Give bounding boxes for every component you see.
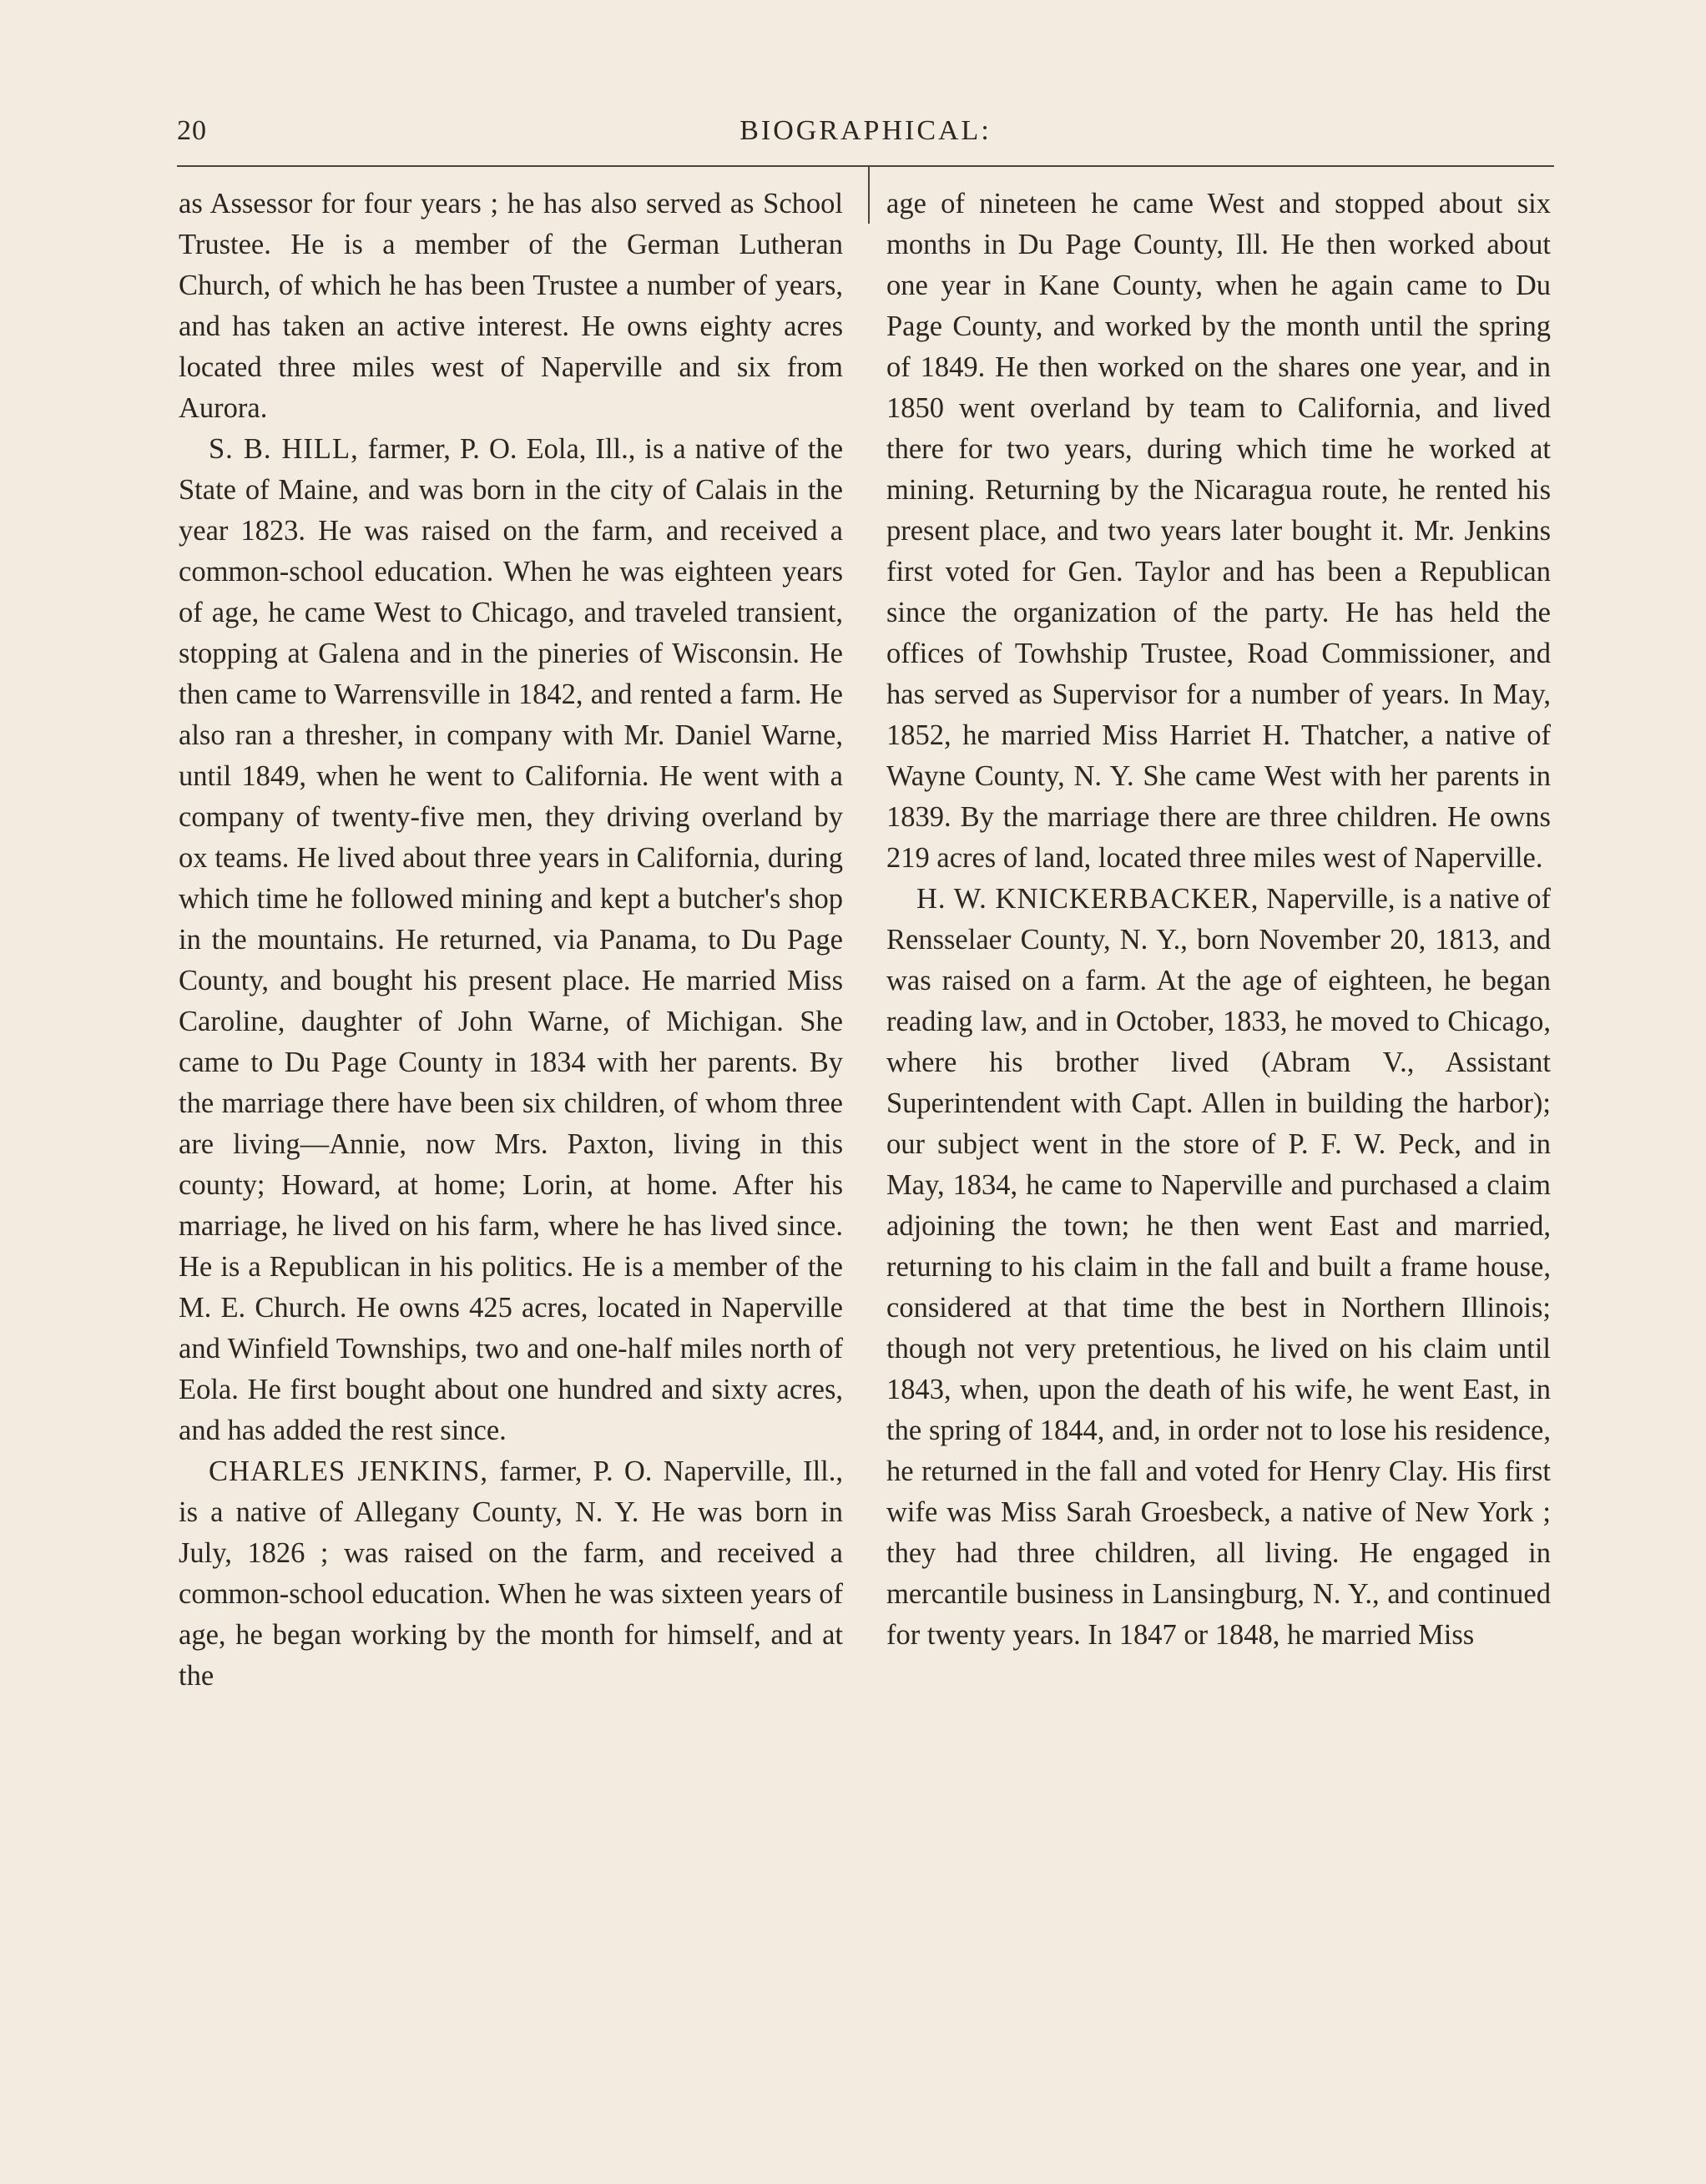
paragraph-text: as Assessor for four years ; he has also served as School Trustee. He is a member of the German Lutheran Church, of which he has been Trustee a number of years, and has taken an active interest. He owns eighty acres located three miles west of Naperville and six from Aurora. [179, 188, 843, 424]
entry-knickerbacker [886, 879, 1551, 1656]
paragraph-continuation [886, 184, 1551, 879]
column-divider [868, 165, 870, 224]
entry-jenkins [179, 1451, 843, 1697]
entry-text: farmer, P. O. Naperville, Ill., is a native of Allegany County, N. Y. He was born in July, 1826 ; was raised on the farm, and received a common-school education. When he was sixteen years of age, he began working by the month for himself, and at the [179, 1455, 843, 1692]
right-column [886, 184, 1551, 1656]
running-title: BIOGRAPHICAL: [739, 115, 992, 146]
entry-text: Naperville, is a native of Rensselaer County, N. Y., born November 20, 1813, and was raised on a farm. At the age of eighteen, he began reading law, and in October, 1833, he moved to Chicago, where his brother lived (Abram V., Assistant Superintendent with Capt. Allen in building the harbor); our subject went in the store of P. F. W. Peck, and in May, 1834, he came to Naperville and purchased a claim adjoining the town; he then went East and married, returning to his claim in the fall and built a frame house, considered at that time the best in Northern Illinois; though not very pretentious, he lived on his claim until 1843, when, upon the death of his wife, he went East, in the spring of 1844, and, in order not to lose his residence, he returned in the fall and voted for Henry Clay. His first wife was Miss Sarah Groesbeck, a native of New York ; they had three children, all living. He engaged in mercantile business in Lansingburg, N. Y., and continued for twenty years. In 1847 or 1848, he married Miss [886, 883, 1551, 1651]
left-column [179, 184, 843, 1697]
entry-name: H. W. KNICKERBACKER, [916, 883, 1259, 915]
header-rule [177, 165, 1554, 167]
entry-name: S. B. HILL, [209, 433, 359, 465]
paragraph-text: age of nineteen he came West and stopped about six months in Du Page County, Ill. He then worked about one year in Kane County, when he again came to Du Page County, and worked by the month until the spring of 1849. He then worked on the shares one year, and in 1850 went overland by team to California, and lived there for two years, during which time he worked at mining. Returning by the Nicaragua route, he rented his present place, and two years later bought it. Mr. Jenkins first voted for Gen. Taylor and has been a Republican since the organization of the party. He has held the offices of Towhship Trustee, Road Commissioner, and has served as Supervisor for a number of years. In May, 1852, he married Miss Harriet H. Thatcher, a native of Wayne County, N. Y. She came West with her parents in 1839. By the marriage there are three children. He owns 219 acres of land, located three miles west of Naperville. [886, 188, 1551, 874]
entry-text: farmer, P. O. Eola, Ill., is a native of the State of Maine, and was born in the city of Calais in the year 1823. He was raised on the farm, and received a common-school education. When he was eighteen years of age, he came West to Chicago, and traveled transient, stopping at Galena and in the pineries of Wisconsin. He then came to Warrensville in 1842, and rented a farm. He also ran a thresher, in company with Mr. Daniel Warne, until 1849, when he went to California. He went with a company of twenty-five men, they driving overland by ox teams. He lived about three years in California, during which time he followed mining and kept a butcher's shop in the mountains. He returned, via Panama, to Du Page County, and bought his present place. He married Miss Caroline, daughter of John Warne, of Michigan. She came to Du Page County in 1834 with her parents. By the marriage there have been six children, of whom three are living—Annie, now Mrs. Paxton, living in this county; Howard, at home; Lorin, at home. After his marriage, he lived on his farm, where he has lived since. He is a Republican in his politics. He is a member of the M. E. Church. He owns 425 acres, located in Naperville and Winfield Townships, two and one-half miles north of Eola. He first bought about one hundred and sixty acres, and has added the rest since. [179, 433, 844, 1446]
page-header [177, 115, 1554, 155]
paragraph-continuation [179, 184, 843, 429]
entry-hill [179, 429, 843, 1451]
entry-name: CHARLES JENKINS, [209, 1455, 488, 1487]
page-number: 20 [177, 115, 207, 146]
